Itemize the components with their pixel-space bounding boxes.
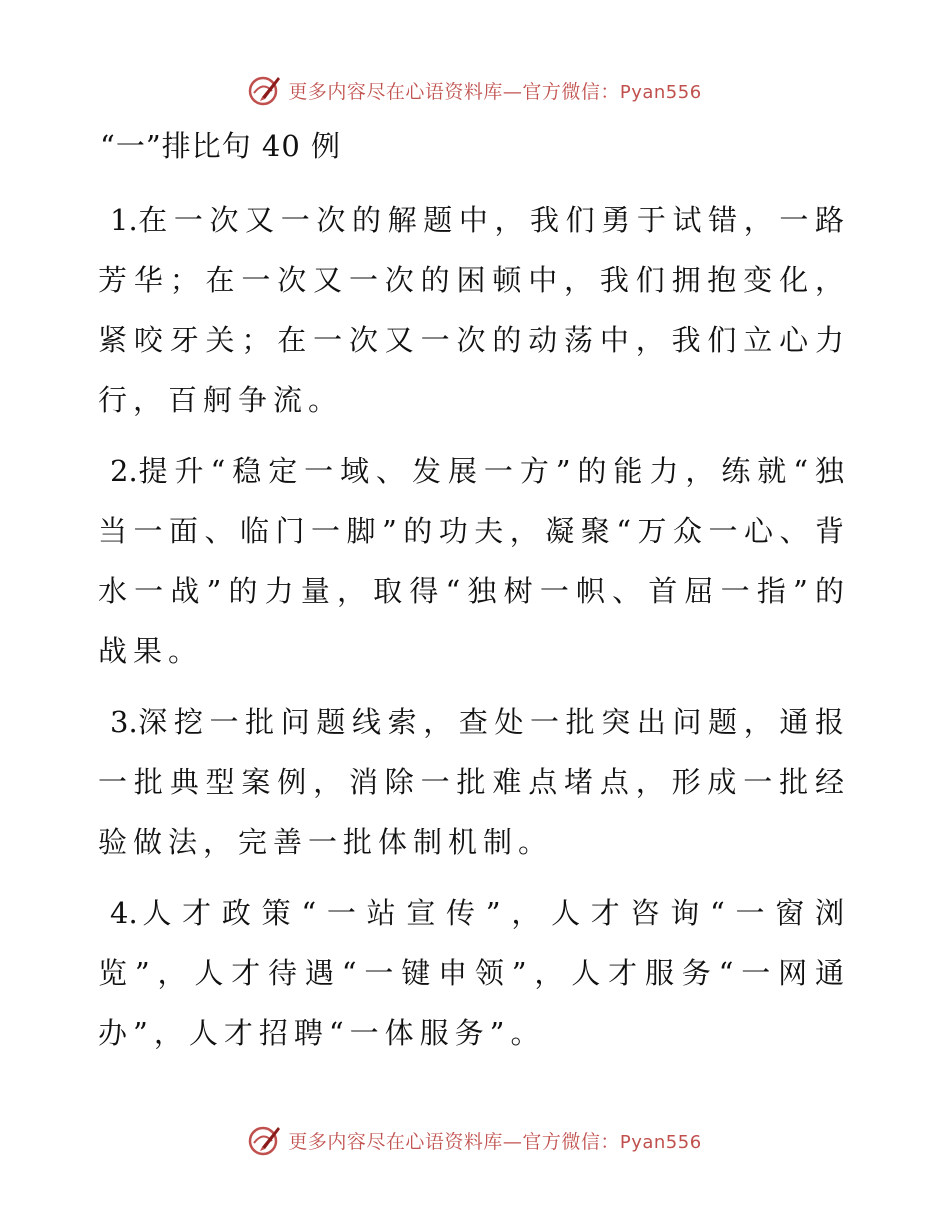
paragraph-3 (98, 692, 850, 872)
pen-logo-icon (248, 73, 282, 107)
watermark-wechat-id: Pyan556 (619, 81, 702, 103)
paragraph-text: 深挖一批问题线索，查处一批突出问题，通报一批典型案例，消除一批难点堵点，形成一批经验做法，完善一批体制机制。 (98, 705, 850, 859)
paragraph-2 (98, 441, 850, 681)
paragraph-number: 3. (110, 705, 138, 739)
paragraph-text: 提升“稳定一域、发展一方”的能力，练就“独当一面、临门一脚”的功夫，凝聚“万众一心、背水一战”的力量，取得“独树一帜、首屈一指”的战果。 (98, 454, 850, 668)
document-body (98, 190, 850, 1074)
footer-watermark (0, 1120, 950, 1160)
paragraph-number: 4. (110, 896, 138, 930)
paragraph-4 (98, 883, 850, 1063)
watermark-text: 更多内容尽在心语资料库—官方微信：Pyan556 (288, 1130, 702, 1153)
pen-logo-icon (248, 1123, 282, 1157)
paragraph-1 (98, 190, 850, 430)
watermark-wechat-id: Pyan556 (619, 1131, 702, 1153)
paragraph-text: 在一次又一次的解题中，我们勇于试错，一路芳华；在一次又一次的困顿中，我们拥抱变化，紧咬牙关；在一次又一次的动荡中，我们立心力行，百舸争流。 (98, 203, 850, 417)
paragraph-text: 人才政策“一站宣传”，人才咨询“一窗浏览”，人才待遇“一键申领”，人才服务“一网通办”，人才招聘“一体服务”。 (98, 896, 850, 1050)
header-watermark (0, 70, 950, 110)
document-title: “一”排比句 40 例 (100, 129, 341, 163)
paragraph-number: 1. (110, 203, 138, 237)
watermark-text: 更多内容尽在心语资料库—官方微信：Pyan556 (288, 80, 702, 103)
paragraph-number: 2. (110, 454, 138, 488)
